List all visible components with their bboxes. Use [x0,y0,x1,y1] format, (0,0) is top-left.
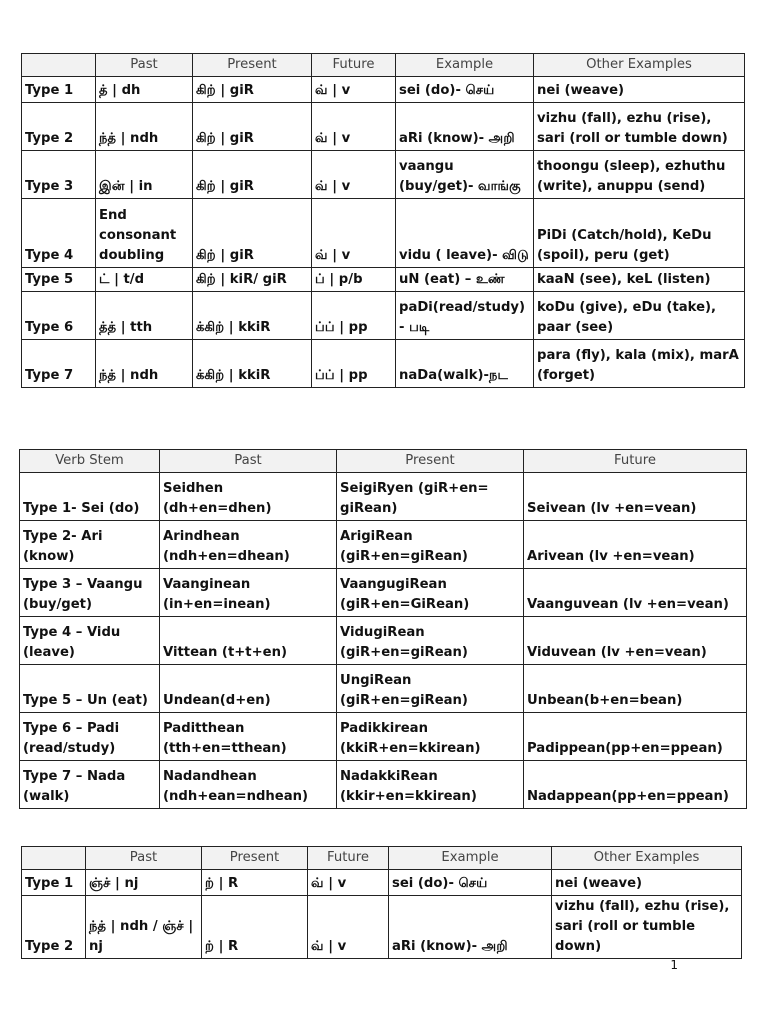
table-cell: கிற் | kiR/ giR [193,268,312,292]
table-row [20,713,747,761]
row-label: Type 6 [22,292,96,340]
table-cell: ப் | p/b [312,268,396,292]
table-cell: naDa(walk)-நட [396,340,534,388]
table-cell: Vaanginean (in+en=inean) [160,569,337,617]
row-label: Type 6 – Padi (read/study) [20,713,160,761]
verb-type-suffix-table [21,53,745,388]
table-cell: aRi (know)- அறி [389,896,552,959]
table-cell: sei (do)- செய் [389,870,552,896]
row-label: Type 4 [22,199,96,268]
column-header: Other Examples [552,847,742,870]
table-cell: Arindhean (ndh+en=dhean) [160,521,337,569]
table-cell: sei (do)- செய் [396,77,534,103]
table-cell: Vaanguvean (lv +en=vean) [524,569,747,617]
row-label: Type 5 [22,268,96,292]
table-row [22,151,745,199]
table-cell: ற் | R [202,870,308,896]
table-cell: End consonant doubling [96,199,193,268]
row-label: Type 1 [22,870,86,896]
table-cell: PiDi (Catch/hold), KeDu (spoil), peru (get) [534,199,745,268]
table-row [20,761,747,809]
column-header: Future [524,450,747,473]
table-cell: கிற் | giR [193,199,312,268]
table-row [22,103,745,151]
table-cell: ட் | t/d [96,268,193,292]
table-header-row [22,54,745,77]
table-cell: aRi (know)- அறி [396,103,534,151]
table-cell: க்கிற் | kkiR [193,292,312,340]
column-header: Present [202,847,308,870]
table-row [20,569,747,617]
table-cell: வ் | v [312,77,396,103]
table-cell: VaangugiRean (giR+en=GiRean) [337,569,524,617]
row-label: Type 2 [22,103,96,151]
row-label: Type 5 – Un (eat) [20,665,160,713]
table-cell: VidugiRean (giR+en=giRean) [337,617,524,665]
table-cell: vidu ( leave)- விடு [396,199,534,268]
table-row [22,77,745,103]
table-row [22,199,745,268]
row-label: Type 7 [22,340,96,388]
table-cell: கிற் | giR [193,77,312,103]
row-label: Type 2- Ari (know) [20,521,160,569]
row-label: Type 4 – Vidu (leave) [20,617,160,665]
verb-conjugation-table [19,449,747,809]
table-header-row [20,450,747,473]
table-cell: UngiRean (giR+en=giRean) [337,665,524,713]
table-cell: கிற் | giR [193,103,312,151]
table-row [22,896,742,959]
table-cell: Padikkirean (kkiR+en=kkirean) [337,713,524,761]
table-cell: SeigiRyen (giR+en= giRean) [337,473,524,521]
column-header: Future [312,54,396,77]
table-cell: இன் | in [96,151,193,199]
table-cell: Viduvean (lv +en=vean) [524,617,747,665]
table-cell: கிற் | giR [193,151,312,199]
table-cell: vaangu (buy/get)- வாங்கு [396,151,534,199]
table-cell: nei (weave) [534,77,745,103]
table-row [22,340,745,388]
table-cell: வ் | v [312,151,396,199]
table-cell: ந்த் | ndh [96,103,193,151]
row-label: Type 3 [22,151,96,199]
row-label: Type 3 – Vaangu (buy/get) [20,569,160,617]
table-cell: para (fly), kala (mix), marA (forget) [534,340,745,388]
table-cell: thoongu (sleep), ezhuthu (write), anuppu (send) [534,151,745,199]
table-cell: ந்த் | ndh [96,340,193,388]
column-header: Past [160,450,337,473]
column-header: Past [96,54,193,77]
table-cell: த் | dh [96,77,193,103]
table-row [22,870,742,896]
row-label: Type 1- Sei (do) [20,473,160,521]
column-header: Future [308,847,389,870]
table-cell: ப்ப் | pp [312,340,396,388]
row-label: Type 1 [22,77,96,103]
column-header: Verb Stem [20,450,160,473]
table-cell: ந்த் | ndh / ஞ்ச் | nj [86,896,202,959]
row-label: Type 2 [22,896,86,959]
table-cell: NadakkiRean (kkir+en=kkirean) [337,761,524,809]
table-cell: வ் | v [308,870,389,896]
table-cell: Seivean (lv +en=vean) [524,473,747,521]
table-row [20,665,747,713]
column-header: Present [193,54,312,77]
column-header: Present [337,450,524,473]
table-cell: Arivean (lv +en=vean) [524,521,747,569]
table-header-row [22,847,742,870]
table-row [20,617,747,665]
verb-type-suffix-table-continued [21,846,742,959]
table-cell: வ் | v [312,199,396,268]
table-cell: Nadandhean (ndh+ean=ndhean) [160,761,337,809]
table-cell: ஞ்ச் | nj [86,870,202,896]
table-row [22,268,745,292]
table-cell: Undean(d+en) [160,665,337,713]
table-cell: nei (weave) [552,870,742,896]
column-header [22,847,86,870]
table-row [22,292,745,340]
table-cell: Vittean (t+t+en) [160,617,337,665]
table-cell: Unbean(b+en=bean) [524,665,747,713]
table-cell: க்கிற் | kkiR [193,340,312,388]
table-cell: vizhu (fall), ezhu (rise), sari (roll or tumble down) [552,896,742,959]
table-cell: uN (eat) – உண் [396,268,534,292]
table-cell: Nadappean(pp+en=ppean) [524,761,747,809]
column-header: Example [389,847,552,870]
page-number: 1 [670,958,678,972]
column-header: Example [396,54,534,77]
table-cell: ப்ப் | pp [312,292,396,340]
table-row [20,521,747,569]
table-cell: kaaN (see), keL (listen) [534,268,745,292]
table-cell: paDi(read/study)- படி [396,292,534,340]
column-header: Past [86,847,202,870]
table-cell: koDu (give), eDu (take), paar (see) [534,292,745,340]
table-cell: வ் | v [308,896,389,959]
table-cell: த்த் | tth [96,292,193,340]
table-cell: ற் | R [202,896,308,959]
table-cell: Seidhen (dh+en=dhen) [160,473,337,521]
column-header: Other Examples [534,54,745,77]
row-label: Type 7 – Nada (walk) [20,761,160,809]
table-cell: vizhu (fall), ezhu (rise), sari (roll or tumble down) [534,103,745,151]
table-cell: ArigiRean (giR+en=giRean) [337,521,524,569]
column-header [22,54,96,77]
table-cell: வ் | v [312,103,396,151]
table-row [20,473,747,521]
table-cell: Paditthean (tth+en=tthean) [160,713,337,761]
table-cell: Padippean(pp+en=ppean) [524,713,747,761]
